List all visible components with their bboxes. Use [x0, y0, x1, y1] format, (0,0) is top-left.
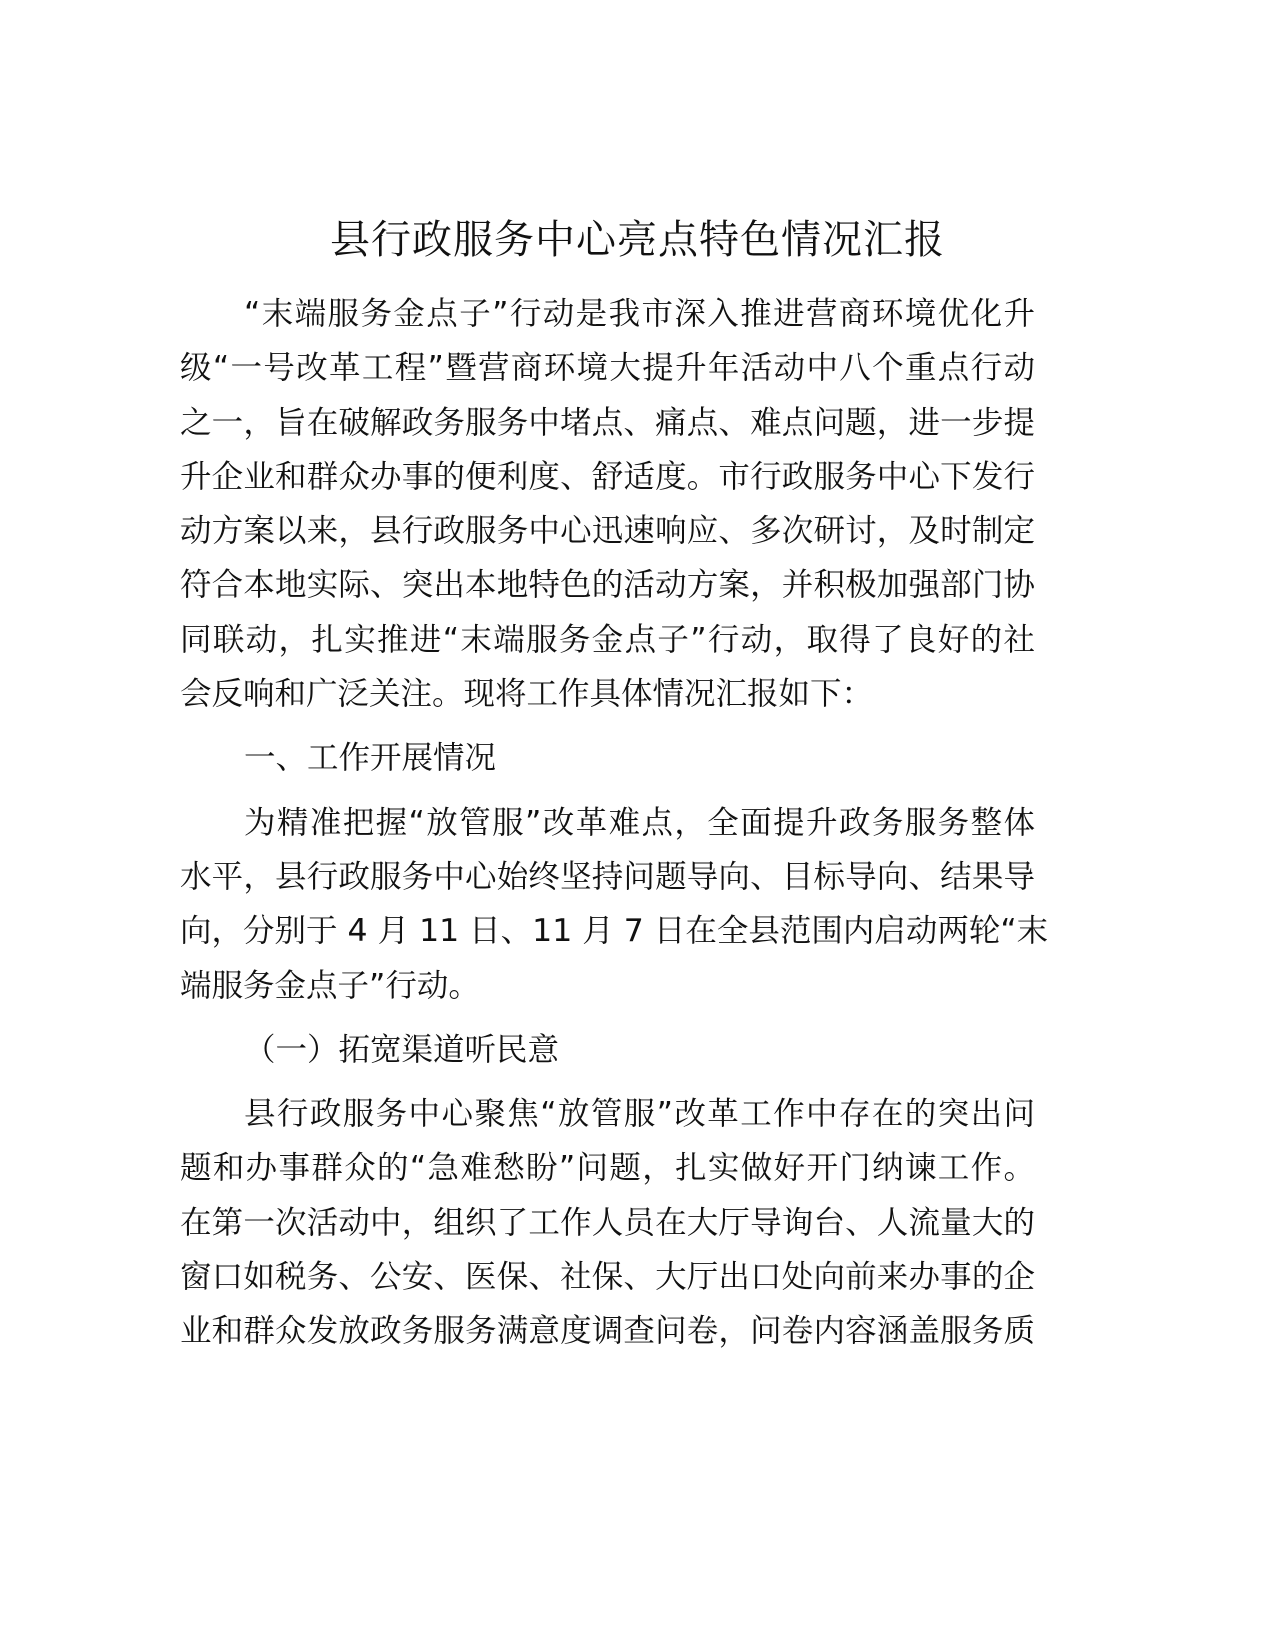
- paragraph-line: 题和办事群众的“急难愁盼”问题，扎实做好开门纳谏工作。: [180, 1150, 1035, 1187]
- paragraph-line: 窗口如税务、公安、医保、社保、大厅出口处向前来办事的企: [180, 1259, 1035, 1296]
- paragraph-line: 动方案以来，县行政服务中心迅速响应、多次研讨，及时制定: [180, 513, 1035, 550]
- paragraph-line: 升企业和群众办事的便利度、舒适度。市行政服务中心下发行: [180, 458, 1035, 495]
- paragraph-line: “末端服务金点子”行动是我市深入推进营商环境优化升: [244, 296, 1035, 332]
- paragraph-line: 县行政服务中心聚焦“放管服”改革工作中存在的突出问: [244, 1096, 1035, 1133]
- paragraph-line: 级“一号改革工程”暨营商环境大提升年活动中八个重点行动: [180, 350, 1035, 387]
- subsection-heading-channels: （一）拓宽渠道听民意: [244, 1031, 560, 1068]
- paragraph-intro: [180, 287, 1035, 721]
- document-title: 县行政服务中心亮点特色情况汇报: [330, 217, 945, 263]
- paragraph-line: 业和群众发放政务服务满意度调查问卷，问卷内容涵盖服务质: [180, 1313, 1035, 1350]
- section-heading-work-progress: 一、工作开展情况: [244, 740, 497, 777]
- paragraph-line: 为精准把握“放管服”改革难点，全面提升政务服务整体: [244, 804, 1035, 841]
- paragraph-line: 向，分别于 4 月 11 日、11 月 7 日在全县范围内启动两轮“末: [180, 913, 1049, 950]
- document-body: [180, 287, 1049, 1359]
- paragraph-line: 会反响和广泛关注。现将工作具体情况汇报如下：: [180, 676, 874, 713]
- paragraph-channels: [180, 1087, 1035, 1358]
- paragraph-line: 之一，旨在破解政务服务中堵点、痛点、难点问题，进一步提: [180, 404, 1035, 441]
- paragraph-line: 符合本地实际、突出本地特色的活动方案，并积极加强部门协: [180, 567, 1035, 604]
- paragraph-line: 同联动，扎实推进“末端服务金点子”行动，取得了良好的社: [180, 621, 1035, 658]
- paragraph-work-progress: [180, 796, 1049, 1013]
- paragraph-line: 水平，县行政服务中心始终坚持问题导向、目标导向、结果导: [180, 858, 1035, 895]
- paragraph-line: 在第一次活动中，组织了工作人员在大厅导询台、人流量大的: [180, 1204, 1035, 1241]
- paragraph-line: 端服务金点子”行动。: [180, 967, 480, 1004]
